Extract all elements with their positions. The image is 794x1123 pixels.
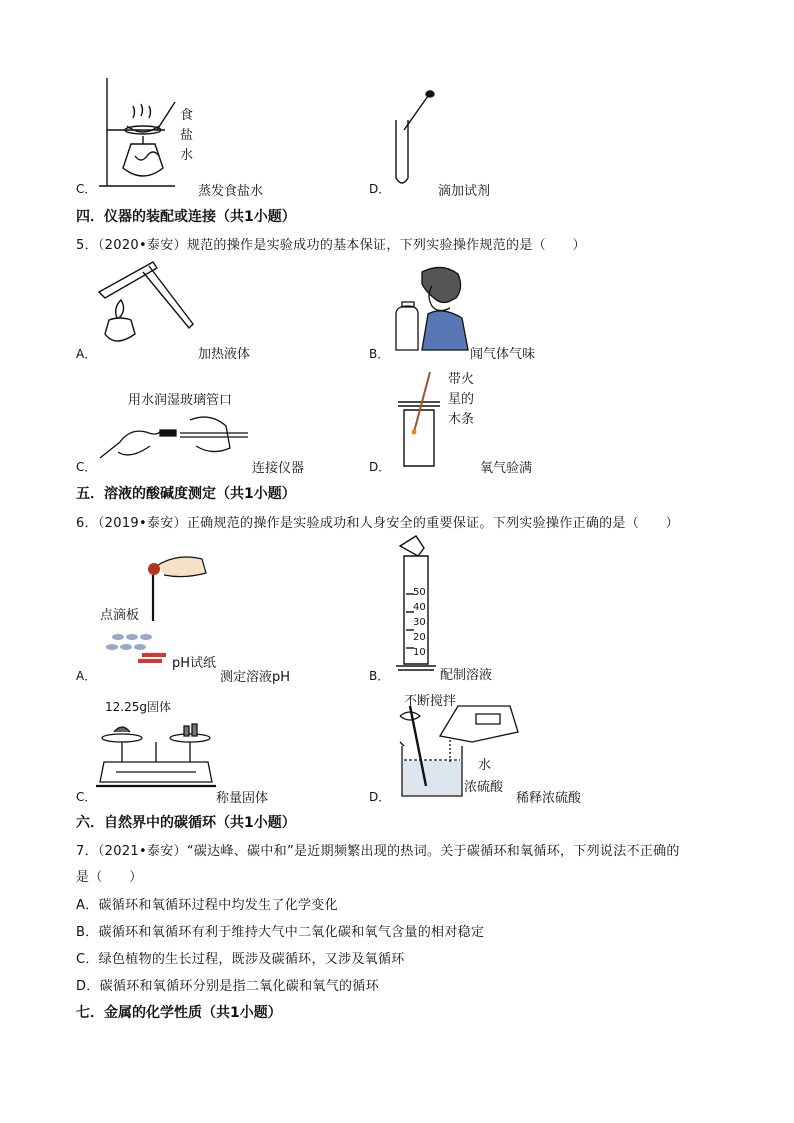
connecting-apparatus-figure <box>100 412 250 464</box>
section-5-heading: 五．溶液的酸碱度测定（共1小题） <box>76 486 296 502</box>
q5-option-c-letter: C． <box>76 460 97 474</box>
q6-option-b-letter: B． <box>369 669 390 683</box>
q6-option-c-caption: 称量固体 <box>216 791 269 806</box>
oxygen-test-figure <box>396 372 452 468</box>
q5-option-a-letter: A． <box>76 347 97 361</box>
heating-liquid-figure <box>95 262 205 352</box>
splint-label-1: 带火 <box>448 372 475 387</box>
q5-option-a-caption: 加热液体 <box>198 347 251 362</box>
cylinder-tick-10: 10 <box>413 647 426 658</box>
q6-option-c-letter: C． <box>76 790 97 804</box>
q4-option-d-letter: D． <box>369 182 391 196</box>
q6-option-b-caption: 配制溶液 <box>440 668 493 683</box>
balance-figure <box>96 712 216 798</box>
q6-option-a-note1: 点滴板 <box>100 608 140 623</box>
question-5-stem: 5．（2020•泰安）规范的操作是实验成功的基本保证，下列实验操作规范的是（ ） <box>76 238 586 253</box>
q7-option-d: D．碳循环和氧循环分别是指二氧化碳和氧气的循环 <box>76 979 379 994</box>
section-4-heading: 四．仪器的装配或连接（共1小题） <box>76 209 296 225</box>
question-7-stem-line2: 是（ ） <box>76 870 143 885</box>
q6-option-a-caption: 测定溶液pH <box>220 670 291 685</box>
q4-option-c-caption: 蒸发食盐水 <box>198 184 264 199</box>
q6-option-a-letter: A． <box>76 669 97 683</box>
salt-water-label-2: 盐 <box>180 128 194 143</box>
question-6-stem: 6．（2019•泰安）正确规范的操作是实验成功和人身安全的重要保证。下列实验操作正确的是（ ） <box>76 516 679 531</box>
cylinder-tick-50: 50 <box>413 587 426 598</box>
q5-option-c-note: 用水润湿玻璃管口 <box>128 393 233 408</box>
q6-option-d-letter: D． <box>369 790 391 804</box>
q5-option-b-letter: B． <box>369 347 390 361</box>
q4-option-d-caption: 滴加试剂 <box>438 184 491 199</box>
q6-option-a-note2: pH试纸 <box>172 656 217 671</box>
q6-option-c-note: 12.25g固体 <box>105 700 171 714</box>
q7-option-c: C．绿色植物的生长过程，既涉及碳循环，又涉及氧循环 <box>76 952 405 967</box>
q7-option-a: A．碳循环和氧循环过程中均发生了化学变化 <box>76 898 338 913</box>
salt-water-label-1: 食 <box>180 108 194 123</box>
q5-option-b-caption: 闻气体气味 <box>470 347 536 362</box>
q5-option-d-letter: D． <box>369 460 391 474</box>
q5-option-c-caption: 连接仪器 <box>252 461 305 476</box>
q5-option-d-caption: 氧气验满 <box>480 461 533 476</box>
splint-label-2: 星的 <box>448 392 475 407</box>
smelling-gas-figure <box>392 262 472 354</box>
q6-option-d-note3: 浓硫酸 <box>464 780 504 795</box>
q7-option-b: B．碳循环和氧循环有利于维持大气中二氧化碳和氧气含量的相对稳定 <box>76 925 485 940</box>
cylinder-tick-20: 20 <box>413 632 426 643</box>
question-7-stem-line1: 7．（2021•泰安）“碳达峰、碳中和”是近期频繁出现的热词。关于碳循环和氧循环，下列说法不正确的 <box>76 844 680 859</box>
q4-option-c-letter: C． <box>76 182 97 196</box>
dropper-test-tube-figure <box>390 90 440 190</box>
q6-option-d-caption: 稀释浓硫酸 <box>516 791 582 806</box>
salt-water-label-3: 水 <box>180 148 194 163</box>
cylinder-tick-30: 30 <box>413 617 426 628</box>
q6-option-d-note2: 水 <box>478 758 492 773</box>
section-7-heading: 七．金属的化学性质（共1小题） <box>76 1005 282 1021</box>
cylinder-tick-40: 40 <box>413 602 426 613</box>
splint-label-3: 木条 <box>448 412 475 427</box>
evaporation-apparatus-figure <box>95 78 185 190</box>
section-6-heading: 六．自然界中的碳循环（共1小题） <box>76 815 296 831</box>
q6-option-d-note1: 不断搅拌 <box>404 694 457 709</box>
